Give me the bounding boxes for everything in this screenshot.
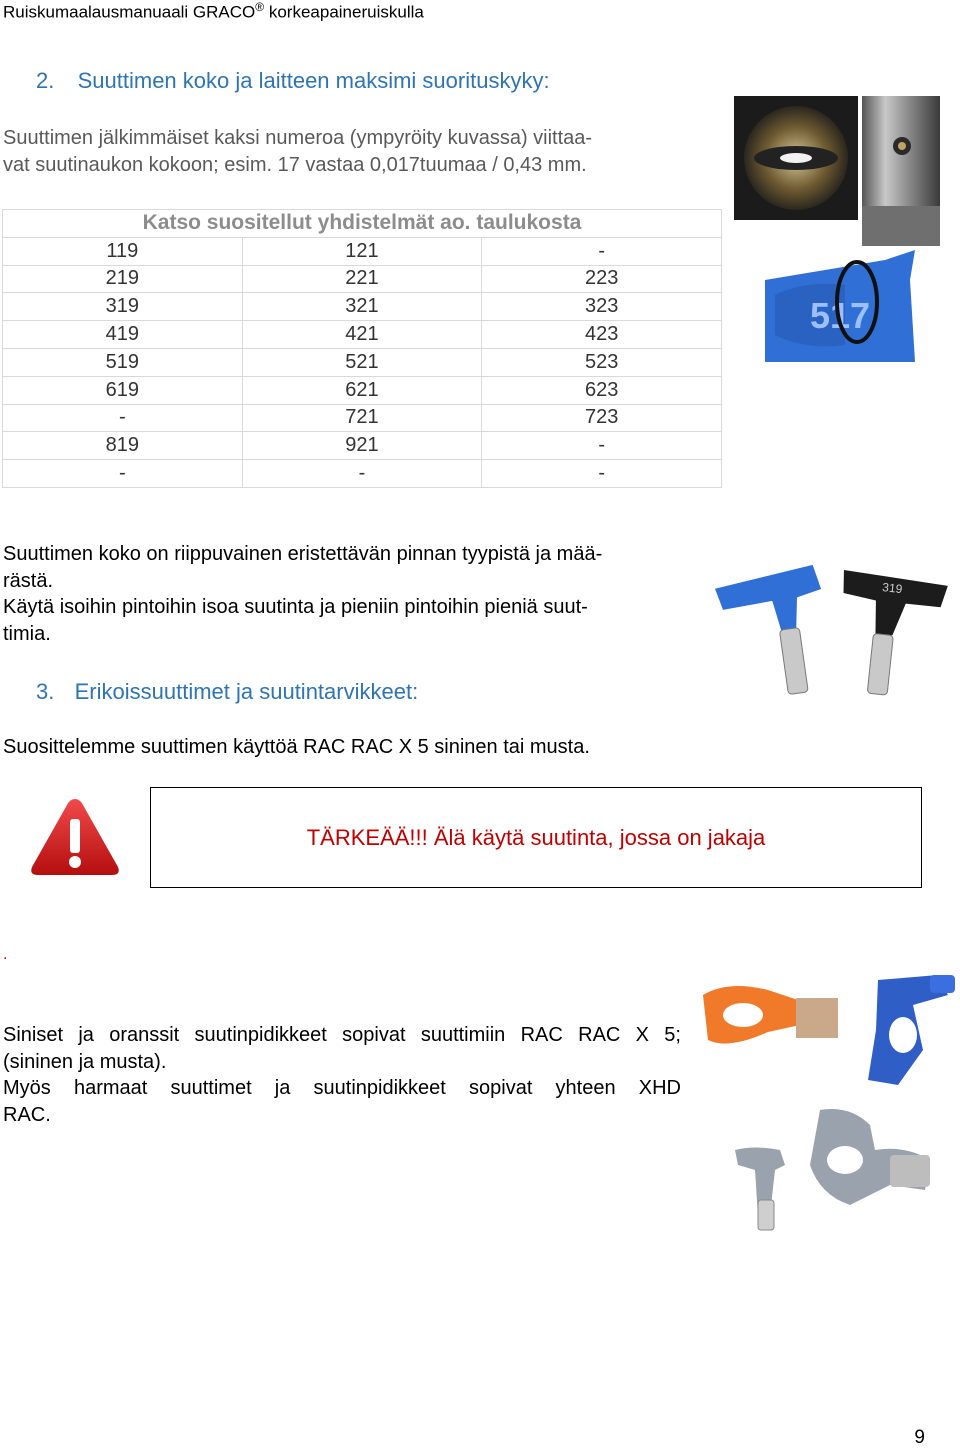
document-header xyxy=(3,0,424,23)
table-cell: 221 xyxy=(242,265,482,293)
table-row xyxy=(3,321,722,349)
table-cell: - xyxy=(482,432,722,460)
paragraph-line: Suuttimen koko on riippuvainen eristettävän pinnan tyypistä ja mää- xyxy=(3,543,603,565)
tip-guards-orange-blue-photo xyxy=(698,970,960,1100)
paragraph-line: Suuttimen jälkimmäiset kaksi numeroa (ympyröity kuvassa) viittaa- xyxy=(3,127,593,149)
table-cell: - xyxy=(482,237,722,265)
table-row xyxy=(3,404,722,432)
paragraph-line: vat suutinaukon kokoon; esim. 17 vastaa 0,017tuumaa / 0,43 mm. xyxy=(3,153,587,176)
table-caption: Katso suositellut yhdistelmät ao. taulukosta xyxy=(3,210,722,238)
table-cell: 319 xyxy=(3,293,243,321)
tip-319-label: 319 xyxy=(881,580,904,597)
tip-orifice-photo xyxy=(734,96,942,246)
paragraph-line: timia. xyxy=(3,622,51,645)
section-2-number: 2. xyxy=(36,68,55,93)
table-cell: 419 xyxy=(3,321,243,349)
table-row xyxy=(3,293,722,321)
section-2-title: Suuttimen koko ja laitteen maksimi suorituskyky: xyxy=(77,68,550,93)
table-cell: 623 xyxy=(482,376,722,404)
warning-box xyxy=(150,787,922,888)
recommendation-text: Suosittelemme suuttimen käyttöä RAC RAC X 5 sininen tai musta. xyxy=(3,736,590,758)
tip-517-photo xyxy=(765,250,920,362)
section-3-heading xyxy=(36,679,418,705)
header-title-rest: korkeapaineruiskulla xyxy=(264,2,424,22)
paragraph-line: rästä. xyxy=(3,569,54,592)
table-row xyxy=(3,376,722,404)
paragraph-line: Myös harmaat suuttimet ja suutinpidikkeet sopivat yhteen XHD xyxy=(3,1077,681,1099)
tip-size-paragraph xyxy=(3,541,693,647)
warning-text: TÄRKEÄÄ!!! Älä käytä suutinta, jossa on jakaja xyxy=(306,824,766,850)
table-cell: 121 xyxy=(242,237,482,265)
registered-mark: ® xyxy=(255,0,265,14)
paragraph-line: (sininen ja musta). xyxy=(3,1050,167,1073)
tip-guards-gray-photo xyxy=(730,1105,940,1240)
paragraph-line: Käytä isoihin pintoihin isoa suutinta ja pieniin pintoihin pieniä suut- xyxy=(3,596,588,618)
guards-paragraph xyxy=(3,1022,681,1128)
table-row xyxy=(3,460,722,488)
table-cell: - xyxy=(3,460,243,488)
table-row xyxy=(3,237,722,265)
warning-triangle-icon xyxy=(28,795,122,879)
section-2-heading xyxy=(36,68,550,94)
paragraph-line: Siniset ja oranssit suutinpidikkeet sopivat suuttimiin RAC RAC X 5; xyxy=(3,1024,681,1046)
table-cell: 421 xyxy=(242,321,482,349)
table-cell: 519 xyxy=(3,348,243,376)
page-number: 9 xyxy=(914,1427,925,1448)
table-cell: 723 xyxy=(482,404,722,432)
tip-size-label: 517 xyxy=(810,295,871,336)
table-cell: 521 xyxy=(242,348,482,376)
tips-blue-black-photo xyxy=(700,540,958,710)
table-cell: 819 xyxy=(3,432,243,460)
table-cell: 219 xyxy=(3,265,243,293)
section-3-number: 3. xyxy=(36,679,55,704)
table-row xyxy=(3,348,722,376)
table-cell: 621 xyxy=(242,376,482,404)
table-cell: 523 xyxy=(482,348,722,376)
table-cell: - xyxy=(482,460,722,488)
table-cell: - xyxy=(3,404,243,432)
table-cell: - xyxy=(242,460,482,488)
table-cell: 721 xyxy=(242,404,482,432)
table-cell: 323 xyxy=(482,293,722,321)
paragraph-line: RAC. xyxy=(3,1103,51,1126)
table-cell: 321 xyxy=(242,293,482,321)
table-row xyxy=(3,265,722,293)
table-cell: 119 xyxy=(3,237,243,265)
table-cell: 423 xyxy=(482,321,722,349)
table-cell: 921 xyxy=(242,432,482,460)
section-3-title: Erikoissuuttimet ja suutintarvikkeet: xyxy=(74,679,419,704)
table-row xyxy=(3,432,722,460)
stray-dot: . xyxy=(3,946,8,963)
header-title-main: Ruiskumaalausmanuaali GRACO xyxy=(3,2,256,22)
table-cell: 223 xyxy=(482,265,722,293)
table-cell: 619 xyxy=(3,376,243,404)
tip-combination-table xyxy=(2,209,722,488)
section-2-paragraph xyxy=(3,125,703,178)
